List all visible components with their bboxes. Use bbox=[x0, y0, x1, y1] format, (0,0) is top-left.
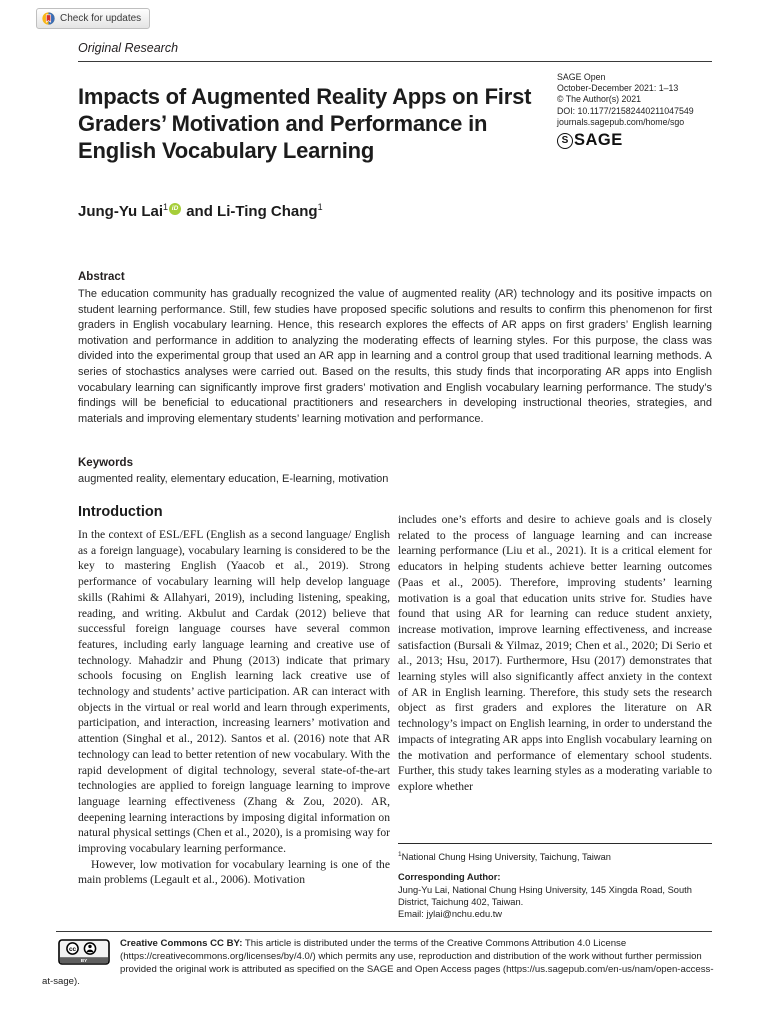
journal-homepage-url: journals.sagepub.com/home/sgo bbox=[557, 116, 685, 127]
orcid-id-icon: iD bbox=[169, 203, 181, 215]
affiliation-text: National Chung Hsing University, Taichung, Taiwan bbox=[401, 852, 611, 863]
author-1-affiliation-mark: 1 bbox=[163, 202, 169, 212]
crossmark-icon bbox=[42, 12, 55, 25]
body-column-right bbox=[398, 512, 712, 795]
article-type-label: Original Research bbox=[78, 41, 179, 55]
abstract-heading: Abstract bbox=[78, 271, 125, 283]
intro-paragraph-1: In the context of ESL/EFL (English as a second language/ English as a foreign language), vocabulary learning is considered to be the key to mastering English (Yaacob et al., 2019). Strong performance of vocabulary learning will help develop language skills (Rahimi & Allahyari, 2019), including listening, speaking, reading, and writing. Akbulut and Cardak (2012) believe that successful foreign language courses have several common features, including early language learning and creative use of technology. Mahadzir and Phung (2013) indicate that primary schools focusing on English learning lack creative use of technology and students’ active participation. AR can interact with objects in the virtual or real world and learn through experiments, participation, and interaction, increasing learners’ motivation and attention (Singhal et al., 2012). Santos et al. (2016) note that AR technology can lead to better retention of new vocabulary. With the rapid development of digital technology, several state-of-the-art technologies are applied to foreign language learning to improve language learning effectiveness (Zhang & Zou, 2020). AR, deepening learning interactions by imposing digital information on natural physical settings (Chen et al., 2020), is a promising way for improving vocabulary learning performance. bbox=[78, 528, 390, 856]
corresponding-author-text: Jung-Yu Lai, National Chung Hsing University, 145 Xingda Road, South District, Taichung 402, Taiwan. bbox=[398, 884, 692, 907]
author-2-name: Li-Ting Chang bbox=[217, 203, 318, 220]
article-title: Impacts of Augmented Reality Apps on First Graders’ Motivation and Performance in English Vocabulary Learning bbox=[78, 84, 532, 163]
journal-info-block bbox=[557, 72, 722, 149]
corresponding-author-email: Email: jylai@nchu.edu.tw bbox=[398, 909, 502, 920]
footer-divider bbox=[56, 931, 712, 932]
sage-logo bbox=[557, 133, 722, 149]
cc-badge-by-text: BY bbox=[80, 958, 88, 963]
affiliation-mark: 1 bbox=[398, 851, 402, 858]
affiliation-line bbox=[398, 849, 712, 863]
authors-joiner: and bbox=[182, 203, 218, 220]
sage-logo-text: SAGE bbox=[574, 131, 623, 150]
header-divider bbox=[78, 61, 712, 62]
journal-doi: DOI: 10.1177/21582440211047549 bbox=[557, 105, 694, 116]
license-label: Creative Commons CC BY: bbox=[120, 938, 243, 949]
license-footer bbox=[42, 938, 714, 989]
cc-badge-cc-text: cc bbox=[68, 945, 77, 953]
journal-issue: October-December 2021: 1–13 bbox=[557, 83, 679, 94]
author-1-name: Jung-Yu Lai bbox=[78, 203, 164, 220]
keywords-heading: Keywords bbox=[78, 457, 133, 469]
check-for-updates-button[interactable] bbox=[36, 8, 150, 29]
abstract-text: The education community has gradually recognized the value of augmented reality (AR) technology and its positive impacts on student learning performance. Still, few studies have proposed specific solutions and results to confirm this phenomenon for first graders in English vocabulary learning. Hence, this research explores the effects of AR apps on first graders’ English learning motivation and performance in addition to analyzing the moderating effects of learning styles. For this purpose, the class was divided into the experimental group that used an AR app in learning and a control group that used traditional learning methods. A series of stochastics analyses were carried out. Based on the results, this study finds that incorporating AR apps into English vocabulary learning can significantly improve first graders’ motivation and English vocabulary learning performance. The study’s findings will be beneficial to educational practitioners and researchers in developing instructional theories, strategies, and materials and improving elementary students’ learning motivation and performance. bbox=[78, 288, 712, 425]
sage-circle-s-icon: S bbox=[557, 133, 573, 149]
cc-by-badge-icon bbox=[58, 939, 110, 970]
author-2-affiliation-mark: 1 bbox=[317, 202, 323, 212]
corresponding-author-heading: Corresponding Author: bbox=[398, 872, 501, 883]
keywords-list: augmented reality, elementary education, E-learning, motivation bbox=[78, 473, 389, 485]
check-for-updates-label: Check for updates bbox=[60, 13, 142, 24]
body-column-left bbox=[78, 527, 390, 888]
license-text: This article is distributed under the terms of the Creative Commons Attribution 4.0 License (https://creativecommons.org/licenses/by/4.0/) which permits any use, reproduction and distribution of the work without further permission provided the original work is attributed as specified on the SAGE and Open Access pages (https://us.sagepub.com/en-us/nam/open-access-at-sage). bbox=[42, 938, 714, 988]
intro-paragraph-2: However, low motivation for vocabulary learning is one of the main problems (Legault et al., 2006). Motivation bbox=[78, 857, 390, 887]
footnote-block bbox=[398, 843, 712, 921]
introduction-heading: Introduction bbox=[78, 504, 163, 520]
intro-paragraph-continuation: includes one’s efforts and desire to achieve goals and is closely related to the process of language learning and can increase learning performance (Liu et al., 2021). It is a critical element for educators in helping students achieve better learning outcomes (Paas et al., 2005). Therefore, improving students’ learning motivation is a goal that education units strive for. Studies have found that using AR for learning can reduce student anxiety, increase motivation, improve learning effectiveness, and increase satisfaction (Bursali & Yilmaz, 2019; Chen et al., 2020; Di Serio et al., 2013; Hsu, 2017). Furthermore, Hsu (2017) demonstrates that learning styles will also significantly affect anxiety in the context of AR in English learning. Therefore, this study sets the research object as first graders and explores the literature on AR technology’s impact on English learning, in order to understand the impacts of integrating AR apps into English vocabulary learning on the motivation and performance of elementary school students. Further, this study takes learning styles as a moderating variable to explore whether bbox=[398, 513, 712, 793]
journal-copyright: © The Author(s) 2021 bbox=[557, 94, 642, 105]
journal-name: SAGE Open bbox=[557, 72, 606, 82]
authors-line bbox=[78, 202, 323, 220]
